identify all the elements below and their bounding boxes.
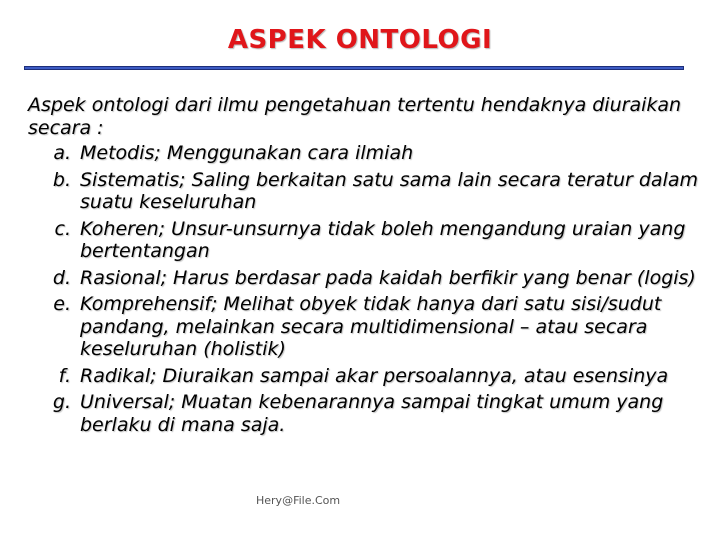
list-item-text: Komprehensif; Melihat obyek tidak hanya dari satu sisi/sudut pandang, melainkan secara multidimensional – atau secara keseluruhan (holistik) (80, 293, 662, 360)
list-item (28, 218, 698, 263)
list-item (28, 293, 698, 361)
list-marker: e. (53, 293, 71, 315)
slide-body (28, 94, 698, 440)
list-marker: a. (53, 142, 71, 164)
list-item-text: Radikal; Diuraikan sampai akar persoalannya, atau esensinya (80, 364, 669, 387)
list-marker: g. (52, 391, 71, 413)
list-item-text: Sistematis; Saling berkaitan satu sama lain secara teratur dalam suatu keseluruhan (80, 168, 698, 213)
title-divider (24, 66, 684, 70)
list-item-text: Universal; Muatan kebenarannya sampai tingkat umum yang berlaku di mana saja. (80, 391, 664, 436)
list-item-text: Rasional; Harus berdasar pada kaidah berfikir yang benar (logis) (80, 266, 696, 289)
list-item (28, 169, 698, 214)
slide-title: ASPEK ONTOLOGI (227, 25, 493, 55)
list-item-text: Metodis; Menggunakan cara ilmiah (80, 142, 414, 164)
list-item (28, 142, 698, 165)
list-marker: c. (54, 217, 71, 240)
list-marker: b. (52, 168, 71, 191)
list-marker: f. (58, 364, 71, 387)
criteria-list (28, 142, 698, 436)
intro-text: Aspek ontologi dari ilmu pengetahuan tertentu hendaknya diuraikan secara : (28, 94, 682, 139)
list-item (28, 267, 698, 290)
list-item-text: Koheren; Unsur-unsurnya tidak boleh mengandung uraian yang bertentangan (80, 217, 686, 262)
list-item (28, 391, 698, 436)
list-item (28, 365, 698, 388)
list-marker: d. (52, 266, 71, 289)
watermark: Hery@File.Com (256, 494, 341, 507)
